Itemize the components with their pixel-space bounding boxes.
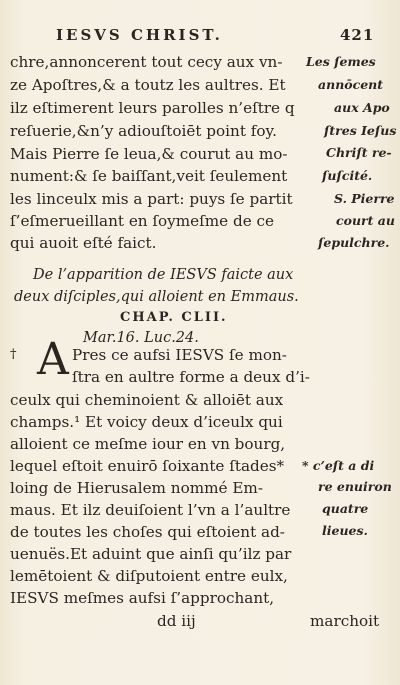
margin-note: annōcent bbox=[318, 77, 384, 92]
text-line: alloient ce meſme iour en vn bourg, bbox=[10, 435, 286, 453]
margin-note: ſepulchre. bbox=[318, 235, 390, 250]
text-line: ceulx qui cheminoient & alloiēt aux bbox=[10, 391, 284, 409]
text-line: de toutes les choſes qui eſtoient ad- bbox=[10, 523, 285, 541]
catchword: marchoit bbox=[310, 612, 380, 630]
text-line: uenuës.Et aduint que ainſi qu’ilz par bbox=[10, 545, 292, 563]
text-line: lemētoient & diſputoient entre eulx, bbox=[10, 567, 288, 585]
margin-note: * c’eſt a di bbox=[302, 458, 375, 473]
drop-cap: A bbox=[37, 334, 69, 385]
margin-note: aux Apo bbox=[334, 100, 390, 115]
margin-note: S. Pierre bbox=[334, 191, 395, 206]
chapter-title: De l’apparition de IESVS faicte aux bbox=[33, 267, 294, 283]
text-line: lequel eſtoit enuirō ſoixante ſtades* bbox=[10, 457, 285, 475]
text-line: Mais Pierre ſe leua,& courut au mo- bbox=[10, 145, 288, 163]
margin-note: quatre bbox=[322, 501, 369, 516]
margin-note: ſtres Ieſus bbox=[324, 123, 397, 138]
text-line: Pres ce aufsi IESVS ſe mon- bbox=[72, 346, 287, 364]
text-line: maus. Et ilz deuiſoient l’vn a l’aultre bbox=[10, 501, 291, 519]
scripture-references: Mar.16. Luc.24. bbox=[83, 330, 199, 346]
chapter-title: deux diſciples,qui alloient en Emmaus. bbox=[14, 289, 299, 305]
text-line: nument:& ſe baiſſant,veit ſeulement bbox=[10, 167, 288, 185]
margin-note: Les ſemes bbox=[306, 54, 376, 69]
text-line: IESVS meſmes aufsi ſ’approchant, bbox=[10, 589, 275, 607]
chapter-number: CHAP. CLII. bbox=[120, 310, 228, 325]
signature-mark: dd iij bbox=[157, 612, 196, 630]
section-mark: † bbox=[10, 347, 17, 362]
text-line: ze Apoſtres,& a toutz les aultres. Et bbox=[10, 76, 286, 94]
running-title: IESVS CHRIST. bbox=[56, 26, 223, 44]
text-line: qui auoit eſté faict. bbox=[10, 234, 157, 252]
text-line: ilz eſtimerent leurs parolles n’eſtre q bbox=[10, 99, 295, 117]
margin-note: court au bbox=[336, 213, 395, 228]
margin-note: re enuiron bbox=[318, 479, 392, 494]
text-line: loing de Hierusalem nommé Em- bbox=[10, 479, 263, 497]
margin-note: lieues. bbox=[322, 523, 368, 538]
text-line: ſtra en aultre forme a deux d’i- bbox=[72, 368, 310, 386]
margin-note: Chriſt re- bbox=[326, 145, 392, 160]
text-line: les linceulx mis a part: puys ſe partit bbox=[10, 190, 293, 208]
text-line: reſuerie,&n’y adiouſtoiēt point foy. bbox=[10, 122, 277, 140]
margin-note: ſuſcité. bbox=[322, 168, 373, 183]
text-line: champs.¹ Et voicy deux d’iceulx qui bbox=[10, 413, 283, 431]
text-line: ſ’eſmerueillant en ſoymeſme de ce bbox=[10, 212, 275, 230]
text-line: chre,annoncerent tout cecy aux vn- bbox=[10, 53, 283, 71]
page-number: 421 bbox=[340, 26, 375, 44]
